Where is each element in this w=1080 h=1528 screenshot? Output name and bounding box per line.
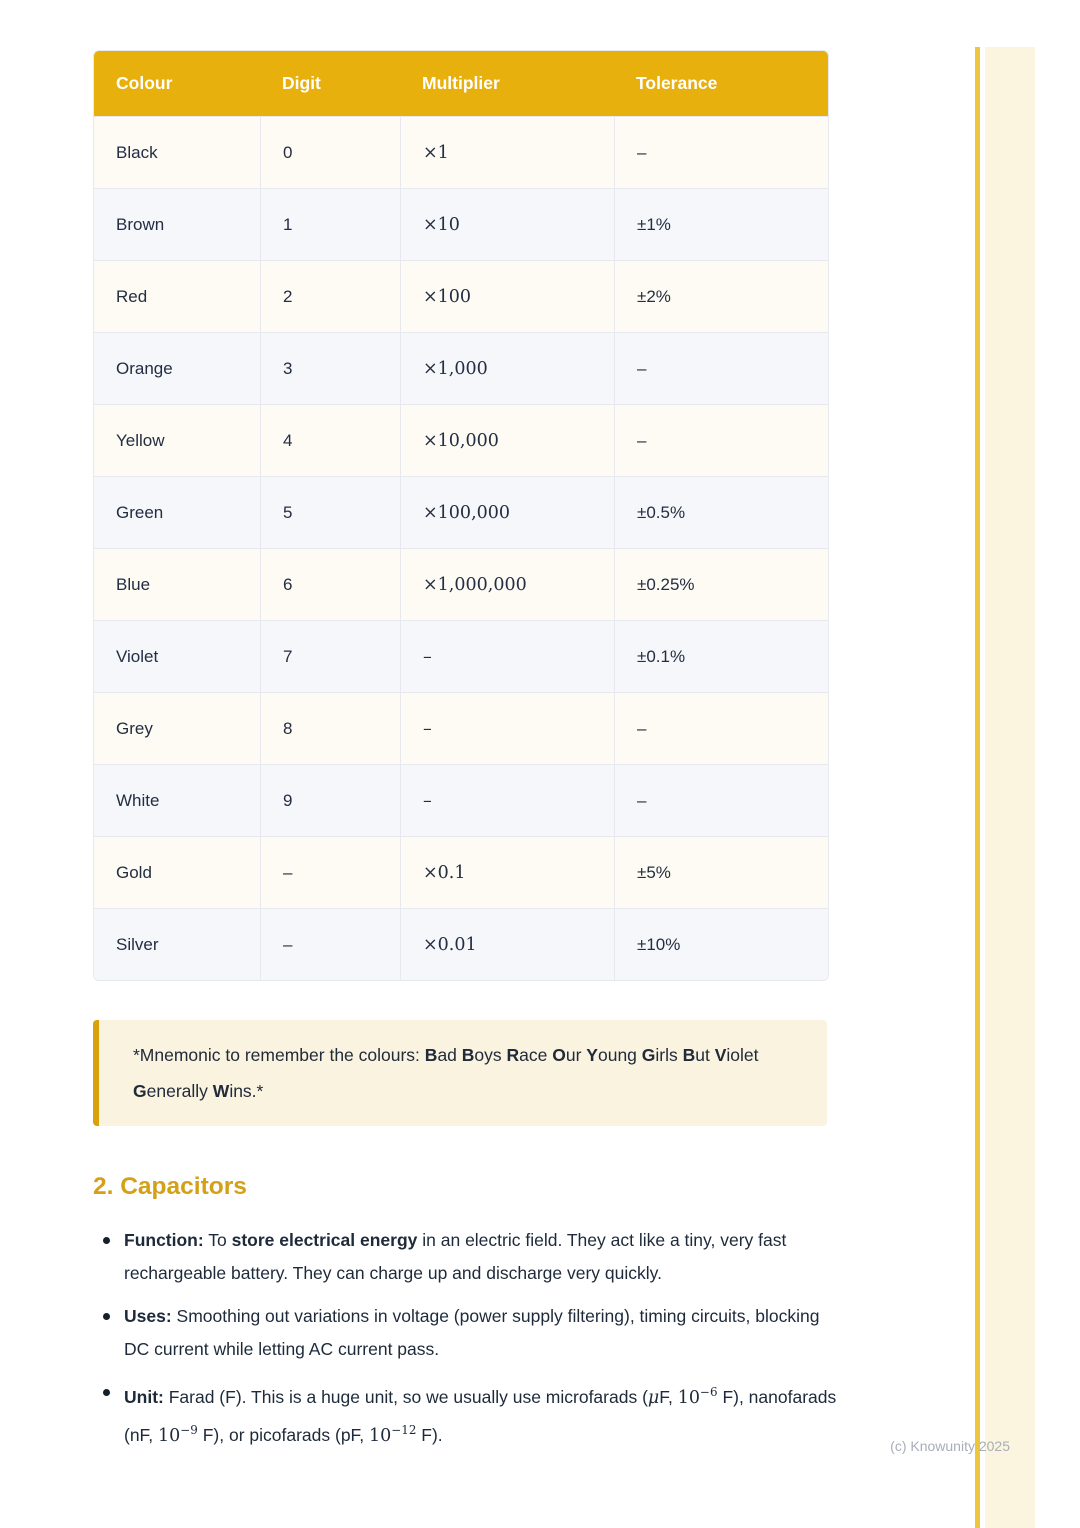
cell-multiplier — [400, 189, 614, 260]
watermark-text: (c) Knowunity 2025 — [890, 1438, 1010, 1454]
mnemonic-callout — [93, 1020, 827, 1126]
cell-colour: Grey — [116, 718, 153, 738]
table-row — [94, 476, 828, 548]
cell-digit: 9 — [260, 765, 400, 836]
cell-multiplier — [400, 765, 614, 836]
multiplier-value: ×10 — [423, 214, 460, 235]
column-header-colour: Colour — [116, 73, 173, 93]
cell-tolerance: – — [614, 765, 828, 836]
table-row — [94, 620, 828, 692]
cell-colour: White — [116, 790, 160, 810]
cell-tolerance: – — [614, 117, 828, 188]
table-row — [94, 260, 828, 332]
cell-colour: Yellow — [116, 430, 165, 450]
table-row — [94, 404, 828, 476]
cell-tolerance: ±2% — [614, 261, 828, 332]
cell-colour: Gold — [116, 862, 152, 882]
cell-multiplier — [400, 549, 614, 620]
bullet-uses — [98, 1300, 838, 1365]
cell-colour: Black — [116, 142, 158, 162]
cell-digit: 3 — [260, 333, 400, 404]
multiplier-value: ×1 — [423, 142, 449, 163]
cell-colour: Orange — [116, 358, 173, 378]
table-row — [94, 908, 828, 980]
cell-multiplier — [400, 477, 614, 548]
cell-digit: 6 — [260, 549, 400, 620]
column-header-digit: Digit — [282, 73, 321, 93]
cell-colour: Violet — [116, 646, 159, 666]
multiplier-value: – — [423, 790, 432, 811]
column-header-multiplier: Multiplier — [422, 73, 500, 93]
page-edge-gold-line — [975, 47, 980, 1528]
cell-digit: – — [260, 837, 400, 908]
multiplier-value: ×100,000 — [423, 502, 511, 523]
cell-tolerance: ±0.25% — [614, 549, 828, 620]
resistor-colour-code-table — [93, 50, 829, 981]
cell-tolerance: ±10% — [614, 909, 828, 980]
table-row — [94, 836, 828, 908]
multiplier-value: ×10,000 — [423, 430, 499, 451]
table-row — [94, 188, 828, 260]
cell-digit: 7 — [260, 621, 400, 692]
cell-tolerance: – — [614, 405, 828, 476]
cell-tolerance: ±0.1% — [614, 621, 828, 692]
multiplier-value: ×0.1 — [423, 862, 466, 883]
multiplier-value: ×0.01 — [423, 934, 477, 955]
table-row — [94, 332, 828, 404]
cell-colour: Red — [116, 286, 148, 306]
cell-digit: 0 — [260, 117, 400, 188]
cell-tolerance: ±0.5% — [614, 477, 828, 548]
cell-tolerance: – — [614, 333, 828, 404]
bullet-uses-text: Uses: Smoothing out variations in voltage (power supply filtering), timing circuits, blocking DC current while letting AC current pass. — [124, 1306, 820, 1359]
capacitors-bullet-list — [98, 1224, 838, 1464]
mnemonic-text: *Mnemonic to remember the colours: Bad Boys Race Our Young Girls But Violet Generally Wins.* — [133, 1045, 759, 1101]
cell-colour: Blue — [116, 574, 151, 594]
bullet-function — [98, 1224, 838, 1289]
cell-tolerance: ±1% — [614, 189, 828, 260]
cell-digit: – — [260, 909, 400, 980]
cell-multiplier — [400, 909, 614, 980]
bullet-unit — [98, 1376, 838, 1453]
cell-multiplier — [400, 261, 614, 332]
cell-digit: 5 — [260, 477, 400, 548]
bullet-function-text: Function: To store electrical energy in an electric field. They act like a tiny, very fast rechargeable battery. They can charge up and discharge very quickly. — [124, 1230, 787, 1283]
cell-colour: Silver — [116, 934, 159, 954]
cell-multiplier — [400, 837, 614, 908]
cell-digit: 8 — [260, 693, 400, 764]
cell-digit: 4 — [260, 405, 400, 476]
column-header-tolerance: Tolerance — [636, 73, 718, 93]
multiplier-value: ×100 — [423, 286, 472, 307]
cell-multiplier — [400, 117, 614, 188]
section-heading-capacitors: 2. Capacitors — [93, 1173, 247, 1200]
multiplier-value: ×1,000,000 — [423, 574, 527, 595]
page-edge-cream-panel — [985, 47, 1035, 1528]
bullet-unit-text: Unit: Farad (F). This is a huge unit, so we usually use microfarads (μF, $10^{-6}$ F), nanofarads (nF, $10^{-9}$ F), or picofarads (pF, $10^{-12}$ F). — [124, 1385, 837, 1447]
cell-digit: 1 — [260, 189, 400, 260]
multiplier-value: – — [423, 646, 432, 667]
table-row — [94, 764, 828, 836]
cell-colour: Green — [116, 502, 164, 522]
table-row — [94, 116, 828, 188]
cell-digit: 2 — [260, 261, 400, 332]
table-row — [94, 692, 828, 764]
cell-multiplier — [400, 333, 614, 404]
multiplier-value: – — [423, 718, 432, 739]
cell-multiplier — [400, 621, 614, 692]
cell-multiplier — [400, 693, 614, 764]
cell-colour: Brown — [116, 214, 165, 234]
cell-multiplier — [400, 405, 614, 476]
table-body — [94, 116, 828, 980]
table-row — [94, 548, 828, 620]
table-header-row — [94, 51, 828, 116]
cell-tolerance: – — [614, 693, 828, 764]
cell-tolerance: ±5% — [614, 837, 828, 908]
multiplier-value: ×1,000 — [423, 358, 488, 379]
